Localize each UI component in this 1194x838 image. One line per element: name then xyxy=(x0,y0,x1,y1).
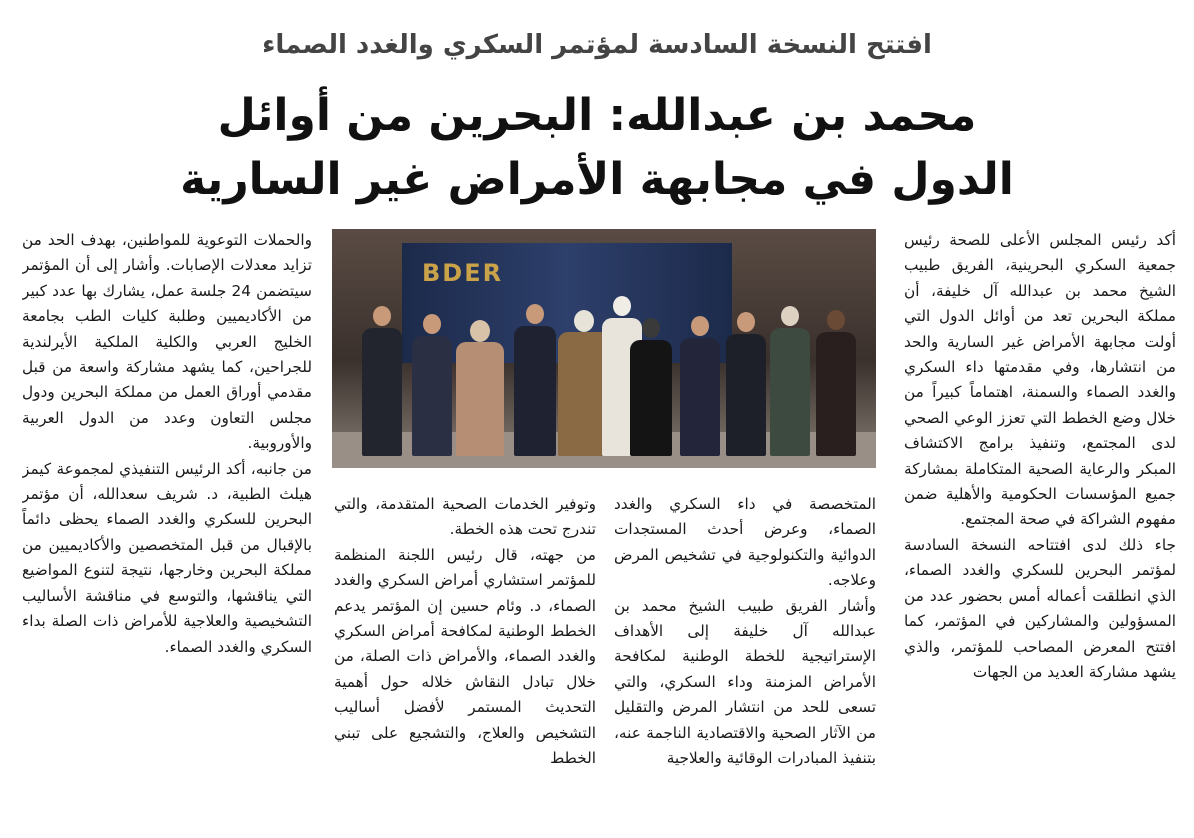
article-kicker: افتتح النسخة السادسة لمؤتمر السكري والغدد الصماء xyxy=(262,30,932,60)
article-column-middle-right xyxy=(614,492,876,828)
attendee-figure xyxy=(768,306,812,456)
headline-line-2: الدول في مجابهة الأمراض غير السارية xyxy=(180,154,1014,205)
attendee-figure xyxy=(410,314,454,456)
paragraph: المتخصصة في داء السكري والغدد الصماء، وعرض أحدث المستجدات الدوائية والتكنولوجية في تشخيص المرض وعلاجه. xyxy=(614,495,876,590)
conference-group-photo xyxy=(332,229,876,468)
attendee-figure xyxy=(512,304,558,456)
attendee-figure xyxy=(628,318,674,456)
attendee-figure xyxy=(724,312,768,456)
backdrop-logo-text: BDER xyxy=(422,259,504,287)
article-column-right xyxy=(904,228,1176,828)
attendee-figure xyxy=(678,316,722,456)
attendee-figure xyxy=(814,310,858,456)
paragraph: من جانبه، أكد الرئيس التنفيذي لمجموعة كيمز هيلث الطبية، د. شريف سعدالله، أن مؤتمر البحرين للسكري والغدد الصماء يحظى دائماً بالإقبال من قبل المتخصصين والأكاديميين من مملكة البحرين وخارجها، نتيجة لتنوع المواضيع التي يناقشها، والتوسع في مناقشة الأساليب التشخيصية والعلاجية للأمراض ذات الصلة بداء السكري والغدد الصماء. xyxy=(22,459,312,656)
attendee-figure xyxy=(454,320,506,456)
paragraph: والحملات التوعوية للمواطنين، بهدف الحد من تزايد معدلات الإصابات. وأشار إلى أن المؤتمر سيتضمن 24 جلسة عمل، يشارك بها عدد كبير من الأكاديميين وطلبة كليات الطب بجامعة الخليج العربي والكلية الملكية الأيرلندية للجراحين، كما يشهد مشاركة واسعة من قبل مقدمي أوراق العمل من مملكة البحرين ودول مجلس التعاون وعدد من الدول العربية والأوروبية. xyxy=(22,231,312,453)
article-column-middle-left xyxy=(334,492,596,828)
headline-line-1: محمد بن عبدالله: البحرين من أوائل xyxy=(217,90,977,141)
attendee-figure xyxy=(360,306,404,456)
paragraph: أكد رئيس المجلس الأعلى للصحة رئيس جمعية السكري البحرينية، الفريق طبيب الشيخ محمد بن عبدالله آل خليفة، أن مملكة البحرين تعد من أوائل الدول التي أولت مجابهة الأمراض غير السارية والحد من انتشارها، وفي مقدمتها داء السكري والغدد الصماء والسمنة، اهتماماً كبيراً من خلال وضع الخطط التي تعزز الوعي الصحي لدى المجتمع، وتنفيذ برامج الاكتشاف المبكر والرعاية الصحية المتكاملة بمشاركة جميع المؤسسات الحكومية والأهلية ضمن مفهوم الشراكة في صحة المجتمع. xyxy=(904,231,1176,529)
article-headline xyxy=(100,84,1094,212)
paragraph: جاء ذلك لدى افتتاحه النسخة السادسة لمؤتمر البحرين للسكري والغدد الصماء، الذي انطلقت أعماله أمس بحضور عدد من المسؤولين والمشاركين في المؤتمر، كما افتتح المعرض المصاحب للمؤتمر، والذي يشهد مشاركة العديد من الجهات xyxy=(904,535,1176,681)
article-column-left xyxy=(22,228,312,828)
paragraph: وأشار الفريق طبيب الشيخ محمد بن عبدالله آل خليفة إلى الأهداف الإستراتيجية للخطة الوطنية لمكافحة الأمراض المزمنة وداء السكري، والتي تسعى للحد من انتشار المرض والتقليل من الآثار الصحية والاقتصادية الناجمة عنه، بتنفيذ المبادرات الوقائية والعلاجية xyxy=(614,596,876,768)
paragraph: من جهته، قال رئيس اللجنة المنظمة للمؤتمر استشاري أمراض السكري والغدد الصماء، د. وئام حسين إن المؤتمر يدعم الخطط الوطنية لمكافحة أمراض السكري والغدد الصماء، والأمراض ذات الصلة، من خلال تبادل النقاش خلاله حول أهمية التحديث المستمر لأفضل أساليب التشخيص والعلاج، والتشجيع على تبني الخطط xyxy=(334,545,596,768)
paragraph: وتوفير الخدمات الصحية المتقدمة، والتي تندرج تحت هذه الخطة. xyxy=(334,495,596,539)
